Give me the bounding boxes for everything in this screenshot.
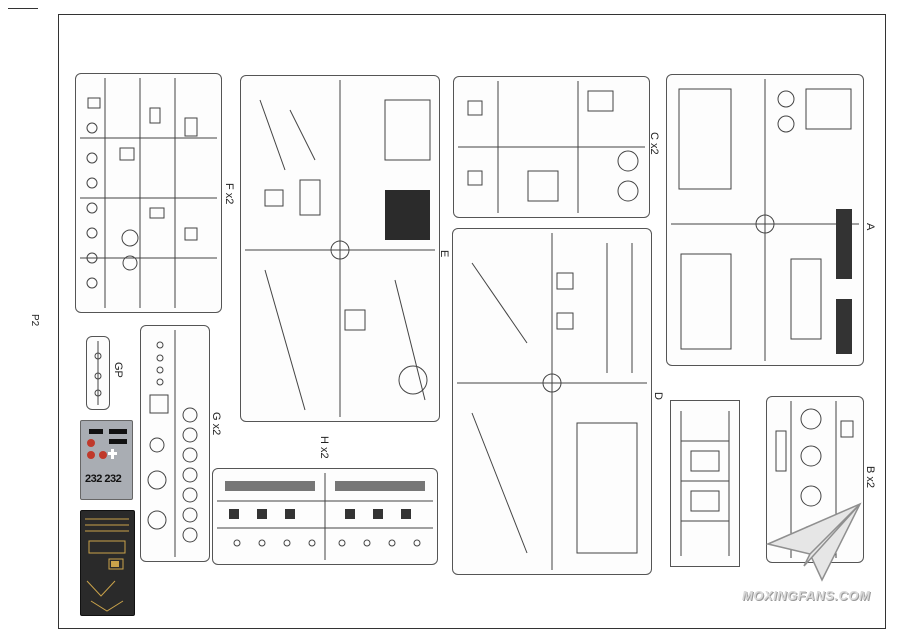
sprue-e bbox=[240, 75, 440, 422]
sprue-h bbox=[212, 468, 438, 565]
sprue-d-parts bbox=[457, 233, 647, 570]
sprue-f bbox=[75, 73, 222, 313]
sprue-a bbox=[666, 74, 864, 366]
sprue-a-parts bbox=[671, 79, 859, 361]
sprue-gp-label: GP bbox=[112, 362, 124, 378]
sprue-b-label: B x2 bbox=[864, 466, 876, 489]
sprue-c bbox=[453, 76, 650, 218]
sprue-d bbox=[452, 228, 652, 575]
sprue-h-parts bbox=[217, 473, 433, 560]
photo-etch-parts bbox=[81, 511, 134, 615]
watermark-text: MOXINGFANS.COM bbox=[742, 588, 871, 603]
sprue-h-label: H x2 bbox=[318, 436, 330, 459]
paper-plane-logo-icon bbox=[764, 500, 864, 585]
decal-number: 232 232 bbox=[85, 473, 122, 485]
sprue-e-label: E bbox=[438, 250, 450, 258]
chassis-detail bbox=[671, 401, 739, 566]
sprue-f-label: F x2 bbox=[223, 183, 235, 205]
photo-etch-sheet bbox=[80, 510, 135, 616]
corner-mark bbox=[8, 8, 38, 9]
sprue-e-parts bbox=[245, 80, 435, 417]
sprue-g-label: G x2 bbox=[210, 412, 222, 436]
sprue-g bbox=[140, 325, 210, 562]
sprue-c-label: C x2 bbox=[648, 132, 660, 155]
page-number: P2 bbox=[29, 314, 40, 327]
sprue-f-parts bbox=[80, 78, 217, 308]
sprue-gp-parts bbox=[91, 341, 105, 405]
sprue-a-label: A bbox=[864, 223, 876, 231]
decal-sheet bbox=[80, 420, 133, 500]
sprue-g-parts bbox=[145, 330, 205, 557]
sprue-c-parts bbox=[458, 81, 645, 213]
sprue-d-label: D bbox=[652, 392, 664, 400]
decal-markings bbox=[81, 421, 132, 499]
sprue-gp bbox=[86, 336, 110, 410]
chassis-part bbox=[670, 400, 740, 567]
